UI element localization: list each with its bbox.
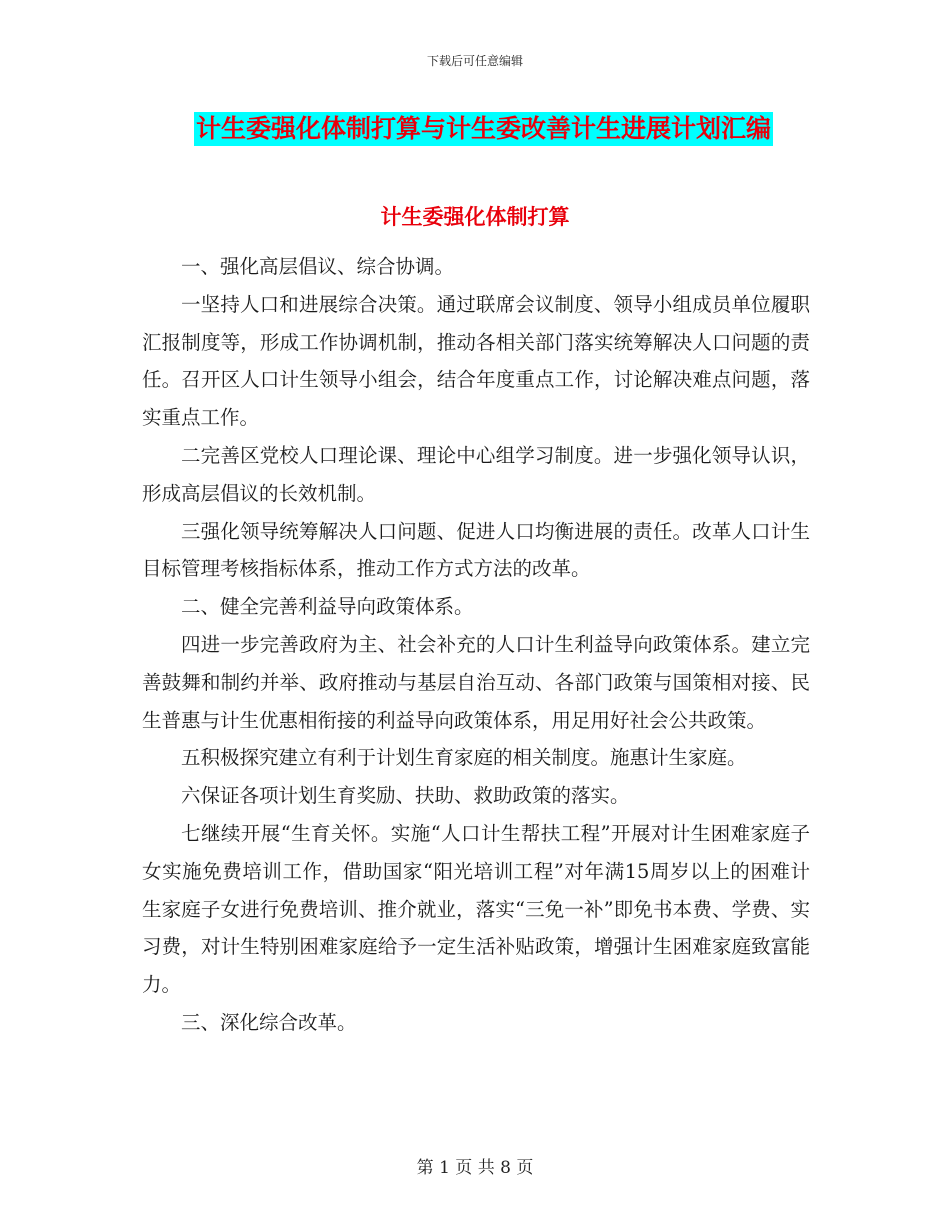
paragraph: 三强化领导统筹解决人口问题、促进人口均衡进展的责任。改革人口计生目标管理考核指标体系，推动工作方式方法的改革。 xyxy=(142,519,810,581)
paragraph: 二、健全完善利益导向政策体系。 xyxy=(181,595,474,619)
paragraph: 二完善区党校人口理论课、理论中心组学习制度。进一步强化领导认识，形成高层倡议的长效机制。 xyxy=(142,443,810,505)
paragraph: 四进一步完善政府为主、社会补充的人口计生利益导向政策体系。建立完善鼓舞和制约并举、政府推动与基层自治互动、各部门政策与国策相对接、民生普惠与计生优惠相衔接的利益导向政策体系，用足用好社会公共政策。 xyxy=(142,632,810,732)
paragraph: 一、强化高层倡议、综合协调。 xyxy=(181,255,455,278)
paragraph: 五积极探究建立有利于计划生育家庭的相关制度。施惠计生家庭。 xyxy=(181,746,747,770)
document-title: 计生委强化体制打算与计生委改善计生进展计划汇编 xyxy=(194,112,773,146)
page-number: 第 1 页 共 8 页 xyxy=(416,1158,534,1178)
paragraph: 三、深化综合改革。 xyxy=(181,1010,357,1034)
section-title: 计生委强化体制打算 xyxy=(380,205,570,229)
paragraph: 六保证各项计划生育奖励、扶助、救助政策的落实。 xyxy=(181,784,630,808)
document-body xyxy=(142,248,810,1042)
paragraph: 一坚持人口和进展综合决策。通过联席会议制度、领导小组成员单位履职汇报制度等，形成工作协调机制，推动各相关部门落实统筹解决人口问题的责任。召开区人口计生领导小组会，结合年度重点工作，讨论解决难点问题，落实重点工作。 xyxy=(142,292,810,430)
paragraph: 七继续开展“生育关怀。实施“人口计生帮扶工程”开展对计生困难家庭子女实施免费培训工作，借助国家“阳光培训工程”对年满15周岁以上的困难计生家庭子女进行免费培训、推介就业，落实“三免一补”即免书本费、学费、实习费，对计生特别困难家庭给予一定生活补贴政策，增强计生困难家庭致富能力。 xyxy=(142,821,810,997)
header-note: 下载后可任意编辑 xyxy=(426,54,523,68)
